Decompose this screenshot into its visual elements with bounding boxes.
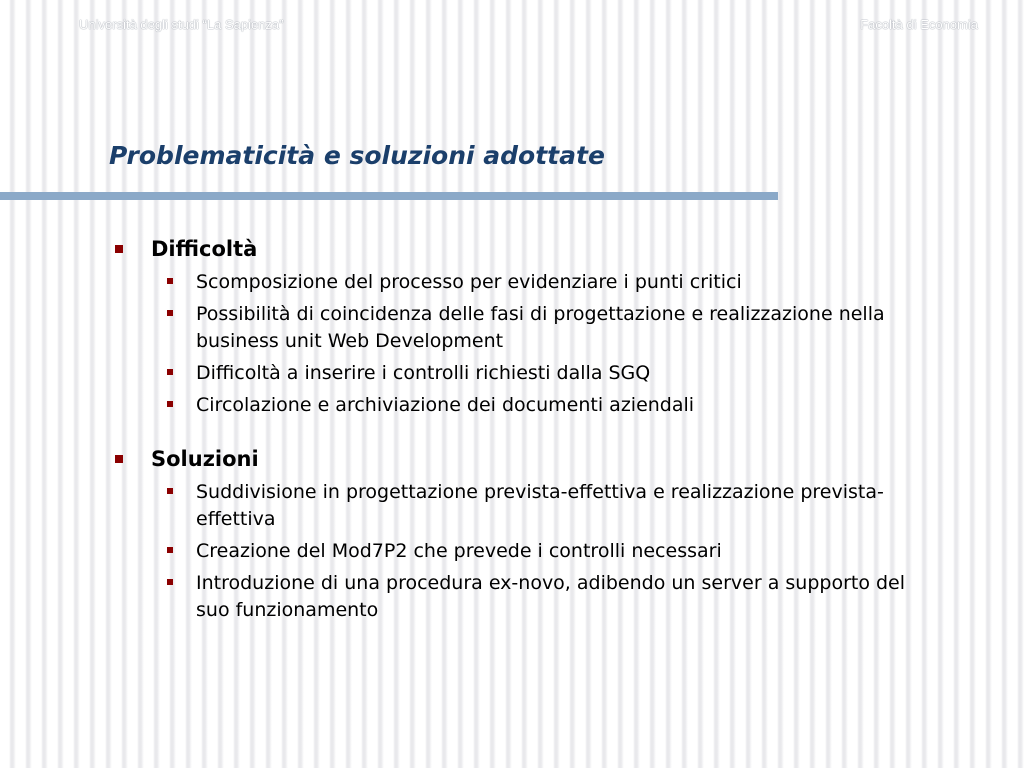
list-item-text: Introduzione di una procedura ex-novo, adibendo un server a supporto del suo funzionamento [196, 572, 906, 621]
sub-bullet-list [110, 269, 970, 419]
section-soluzioni [110, 447, 970, 624]
title-divider [0, 192, 778, 200]
list-item [110, 360, 970, 387]
bullet-level1 [110, 237, 970, 261]
list-item [110, 301, 970, 355]
square-bullet-icon [115, 455, 123, 463]
list-item-text: Difficoltà a inserire i controlli richiesti dalla SGQ [196, 362, 651, 384]
list-item-text: Possibilità di coincidenza delle fasi di progettazione e realizzazione nella business unit Web Development [196, 303, 885, 352]
square-bullet-icon [167, 278, 173, 284]
list-item-text: Suddivisione in progettazione prevista-effettiva e realizzazione prevista-effettiva [196, 481, 884, 530]
square-bullet-icon [167, 579, 173, 585]
square-bullet-icon [115, 245, 123, 253]
section-heading: Difficoltà [151, 237, 258, 261]
section-difficolta [110, 237, 970, 419]
square-bullet-icon [167, 401, 173, 407]
header-university: Università degli studi “La Sapienza” [79, 17, 284, 32]
header-faculty: Facoltà di Economia [860, 17, 978, 32]
square-bullet-icon [167, 369, 173, 375]
list-item [110, 269, 970, 296]
list-item-text: Circolazione e archiviazione dei documenti aziendali [196, 394, 695, 416]
list-item [110, 538, 970, 565]
slide-title: Problematicità e soluzioni adottate [109, 141, 605, 170]
list-item [110, 570, 970, 624]
square-bullet-icon [167, 547, 173, 553]
sub-bullet-list [110, 479, 970, 624]
bullet-level1 [110, 447, 970, 471]
list-item [110, 479, 970, 533]
square-bullet-icon [167, 310, 173, 316]
square-bullet-icon [167, 488, 173, 494]
list-item-text: Scomposizione del processo per evidenziare i punti critici [196, 271, 742, 293]
list-item [110, 392, 970, 419]
slide-content [110, 237, 970, 629]
section-heading: Soluzioni [151, 447, 259, 471]
list-item-text: Creazione del Mod7P2 che prevede i controlli necessari [196, 540, 722, 562]
